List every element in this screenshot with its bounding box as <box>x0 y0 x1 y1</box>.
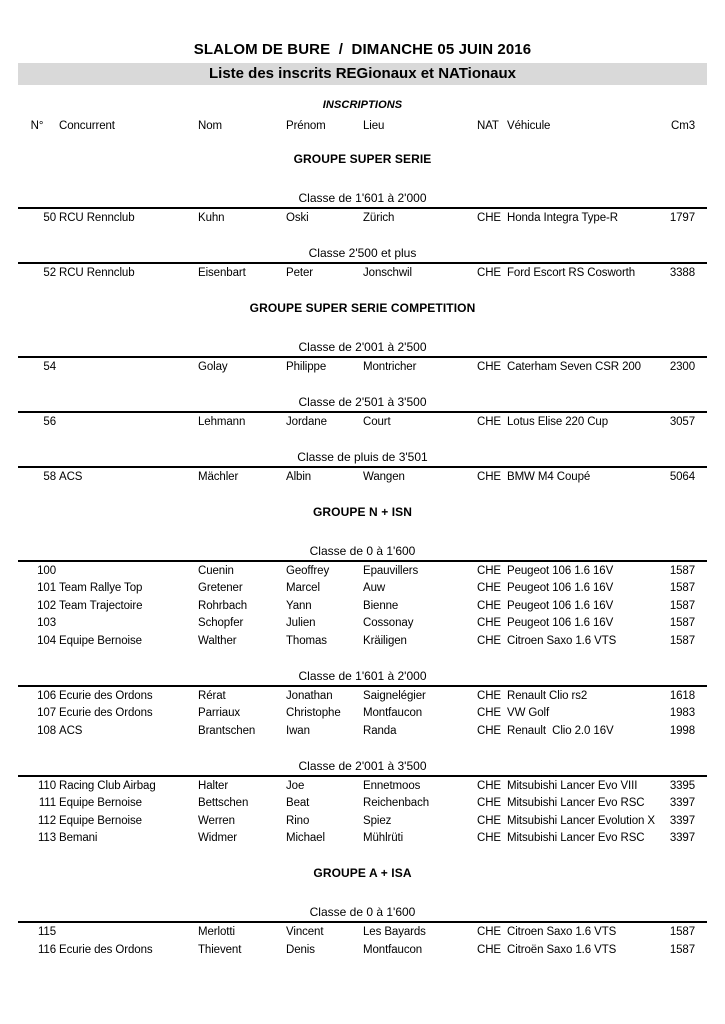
row-prenom: Denis <box>286 943 315 956</box>
row-number: 111 <box>38 797 56 809</box>
row-concurrent: ACS <box>59 470 83 483</box>
row-nom: Halter <box>198 779 229 792</box>
row-nom: Cuenin <box>198 564 234 577</box>
class-block <box>18 543 707 651</box>
table-row <box>18 469 707 487</box>
row-cm3: 1587 <box>669 943 695 956</box>
col-header-lieu: Lieu <box>363 120 385 132</box>
row-number: 113 <box>37 832 56 844</box>
row-nat: CHE <box>477 634 501 647</box>
col-header-nom: Nom <box>198 120 222 132</box>
row-nom: Rérat <box>198 689 226 702</box>
class-block <box>18 394 707 432</box>
row-nom: Mächler <box>198 470 239 483</box>
col-header-concurrent: Concurrent <box>59 120 115 132</box>
row-vehicule: Peugeot 106 1.6 16V <box>507 599 614 612</box>
row-cm3: 2300 <box>669 360 695 373</box>
row-vehicule: Citroën Saxo 1.6 VTS <box>507 943 617 956</box>
row-lieu: Cossonay <box>363 617 414 629</box>
row-prenom: Michael <box>286 832 325 844</box>
rows-container <box>18 207 707 228</box>
row-concurrent: Equipe Bernoise <box>59 634 142 647</box>
row-cm3: 3397 <box>669 814 695 827</box>
table-row <box>18 563 707 581</box>
row-prenom: Jonathan <box>286 689 333 702</box>
row-nom: Kuhn <box>198 211 225 224</box>
table-row <box>18 359 707 377</box>
group-title: GROUPE N + ISN <box>312 504 413 519</box>
row-concurrent: Ecurie des Ordons <box>59 689 153 702</box>
table-row <box>18 924 707 942</box>
table-header-row <box>18 119 707 133</box>
col-header-cm3: Cm3 <box>671 120 695 132</box>
table-row <box>18 705 707 723</box>
row-vehicule: Mitsubishi Lancer Evolution X <box>507 814 655 827</box>
row-vehicule: Mitsubishi Lancer Evo VIII <box>507 779 638 792</box>
row-cm3: 1983 <box>669 707 695 719</box>
row-nat: CHE <box>477 797 501 809</box>
row-lieu: Randa <box>363 724 397 737</box>
row-number: 115 <box>37 926 56 938</box>
class-block <box>18 904 707 959</box>
row-cm3: 1587 <box>669 926 695 938</box>
class-label: Classe de 2'001 à 2'500 <box>298 339 427 354</box>
row-prenom: Philippe <box>286 360 327 373</box>
row-nat: CHE <box>477 832 501 844</box>
row-nom: Parriaux <box>198 707 241 719</box>
row-number: 52 <box>43 266 56 279</box>
row-prenom: Marcel <box>286 582 320 594</box>
row-lieu: Reichenbach <box>363 797 430 809</box>
row-lieu: Zürich <box>363 211 395 224</box>
col-header-nat: NAT <box>477 120 499 132</box>
row-nat: CHE <box>477 724 501 737</box>
group-section <box>18 152 707 283</box>
row-concurrent: Ecurie des Ordons <box>59 707 153 719</box>
row-number: 100 <box>37 564 56 577</box>
row-concurrent: Racing Club Airbag <box>59 779 156 792</box>
row-nom: Thievent <box>198 943 242 956</box>
row-concurrent: Equipe Bernoise <box>59 814 142 827</box>
row-cm3: 1618 <box>669 689 695 702</box>
row-number: 116 <box>37 943 56 956</box>
col-header-prenom: Prénom <box>286 120 326 132</box>
row-cm3: 1587 <box>669 634 695 647</box>
group-title: GROUPE SUPER SERIE <box>293 151 432 166</box>
row-nom: Widmer <box>198 832 238 844</box>
row-number: 107 <box>37 707 56 719</box>
row-lieu: Saignelégier <box>363 689 426 702</box>
row-lieu: Montfaucon <box>363 943 423 956</box>
row-vehicule: Honda Integra Type-R <box>507 211 618 224</box>
row-vehicule: Peugeot 106 1.6 16V <box>507 617 614 629</box>
col-header-num: N° <box>30 120 44 132</box>
group-title: GROUPE A + ISA <box>313 866 412 880</box>
table-row <box>18 830 707 848</box>
row-prenom: Vincent <box>286 926 324 938</box>
class-label: Classe 2'500 et plus <box>308 245 417 260</box>
class-label: Classe de 2'001 à 3'500 <box>298 758 427 773</box>
row-nat: CHE <box>477 360 501 373</box>
class-label: Classe de 1'601 à 2'000 <box>298 190 427 205</box>
row-lieu: Ennetmoos <box>363 779 421 792</box>
row-cm3: 1587 <box>669 564 695 577</box>
row-lieu: Jonschwil <box>363 266 412 279</box>
row-number: 56 <box>43 415 56 428</box>
row-nat: CHE <box>477 582 501 594</box>
row-number: 101 <box>37 582 56 594</box>
row-lieu: Montricher <box>363 360 417 373</box>
row-nom: Schopfer <box>198 617 244 629</box>
class-label: Classe de 0 à 1'600 <box>309 905 416 919</box>
group-section <box>18 866 707 959</box>
row-lieu: Les Bayards <box>363 926 426 938</box>
class-label: Classe de 2'501 à 3'500 <box>298 394 427 409</box>
table-row <box>18 778 707 796</box>
table-row <box>18 265 707 283</box>
table-row <box>18 795 707 813</box>
row-nom: Golay <box>198 360 228 373</box>
row-vehicule: Citroen Saxo 1.6 VTS <box>507 634 617 647</box>
row-vehicule: Mitsubishi Lancer Evo RSC <box>507 797 645 809</box>
row-lieu: Epauvillers <box>363 564 419 577</box>
inscriptions-label: INSCRIPTIONS <box>322 99 403 111</box>
row-nat: CHE <box>477 707 501 719</box>
rows-container <box>18 411 707 432</box>
table-row <box>18 210 707 228</box>
row-lieu: Mühlrüti <box>363 832 404 844</box>
row-nat: CHE <box>477 266 501 279</box>
row-prenom: Albin <box>286 470 312 483</box>
row-concurrent <box>56 359 198 377</box>
class-block <box>18 758 707 848</box>
row-prenom: Jordane <box>286 415 327 428</box>
row-nom: Merlotti <box>198 926 235 938</box>
row-number: 50 <box>43 211 56 224</box>
row-vehicule: Lotus Elise 220 Cup <box>507 415 609 428</box>
classes-container <box>18 339 707 487</box>
row-number: 108 <box>37 724 56 737</box>
table-row <box>18 598 707 616</box>
class-block <box>18 190 707 228</box>
row-cm3: 1587 <box>669 599 695 612</box>
row-concurrent <box>56 414 198 432</box>
row-prenom: Joe <box>286 779 305 792</box>
row-cm3: 3397 <box>669 797 695 809</box>
row-nat: CHE <box>477 926 501 938</box>
row-nat: CHE <box>477 689 501 702</box>
class-label: Classe de 0 à 1'600 <box>309 543 416 558</box>
rows-container <box>18 262 707 283</box>
classes-container <box>18 904 707 959</box>
row-concurrent: Team Rallye Top <box>59 582 143 594</box>
classes-container <box>18 190 707 283</box>
row-cm3: 3395 <box>669 779 695 792</box>
row-prenom: Beat <box>286 797 310 809</box>
subtitle-banner: Liste des inscrits REGionaux et NATionaux <box>18 63 707 85</box>
classes-container <box>18 543 707 848</box>
row-concurrent: RCU Rennclub <box>59 266 135 279</box>
table-row <box>18 580 707 598</box>
row-lieu: Wangen <box>363 470 405 483</box>
class-block <box>18 245 707 283</box>
row-cm3: 1797 <box>669 211 695 224</box>
row-vehicule: Renault Clio rs2 <box>507 689 588 702</box>
row-nat: CHE <box>477 415 501 428</box>
row-vehicule: Mitsubishi Lancer Evo RSC <box>507 832 645 844</box>
row-prenom: Yann <box>286 599 312 612</box>
class-label: Classe de 1'601 à 2'000 <box>298 668 427 683</box>
row-concurrent <box>56 563 198 581</box>
row-number: 102 <box>37 599 56 612</box>
row-nom: Werren <box>198 814 235 827</box>
row-vehicule: Peugeot 106 1.6 16V <box>507 564 614 577</box>
group-section <box>18 301 707 487</box>
row-cm3: 3388 <box>669 266 695 279</box>
table-row <box>18 942 707 960</box>
table-row <box>18 633 707 651</box>
row-lieu: Auw <box>363 582 386 594</box>
rows-container <box>18 466 707 487</box>
rows-container <box>18 921 707 959</box>
row-prenom: Christophe <box>286 707 341 719</box>
table-row <box>18 813 707 831</box>
row-prenom: Iwan <box>286 724 310 737</box>
row-nom: Eisenbart <box>198 266 246 279</box>
class-block <box>18 668 707 741</box>
row-number: 103 <box>37 617 56 629</box>
row-concurrent: Equipe Bernoise <box>59 797 142 809</box>
group-section <box>18 505 707 848</box>
row-lieu: Bienne <box>363 599 399 612</box>
row-prenom: Peter <box>286 266 313 279</box>
table-row <box>18 414 707 432</box>
row-lieu: Kräiligen <box>363 634 407 647</box>
table-row <box>18 615 707 633</box>
row-nom: Bettschen <box>198 797 249 809</box>
row-concurrent: Team Trajectoire <box>59 599 143 612</box>
class-block <box>18 339 707 377</box>
row-lieu: Montfaucon <box>363 707 423 719</box>
row-nom: Lehmann <box>198 415 246 428</box>
row-nat: CHE <box>477 564 501 577</box>
row-vehicule: VW Golf <box>507 707 550 719</box>
row-concurrent: Bemani <box>59 832 98 844</box>
row-nat: CHE <box>477 599 501 612</box>
row-concurrent: Ecurie des Ordons <box>59 943 153 956</box>
row-cm3: 3397 <box>669 832 695 844</box>
rows-container <box>18 775 707 848</box>
rows-container <box>18 560 707 651</box>
rows-container <box>18 685 707 741</box>
row-nat: CHE <box>477 617 501 629</box>
row-prenom: Julien <box>286 617 316 629</box>
row-concurrent: RCU Rennclub <box>59 211 135 224</box>
row-number: 54 <box>43 360 56 373</box>
row-number: 112 <box>37 814 56 827</box>
row-nat: CHE <box>477 779 501 792</box>
row-concurrent: ACS <box>59 724 83 737</box>
row-cm3: 1587 <box>669 617 695 629</box>
group-title: GROUPE SUPER SERIE COMPETITION <box>249 300 476 315</box>
row-number: 106 <box>37 689 56 702</box>
groups-container <box>18 152 707 960</box>
row-cm3: 1998 <box>669 724 695 737</box>
row-concurrent <box>56 924 198 942</box>
row-number: 58 <box>43 470 56 483</box>
row-prenom: Thomas <box>286 634 327 647</box>
row-nom: Brantschen <box>198 724 256 737</box>
row-vehicule: BMW M4 Coupé <box>507 470 591 483</box>
row-prenom: Rino <box>286 814 310 827</box>
row-cm3: 5064 <box>669 470 695 483</box>
table-row <box>18 688 707 706</box>
class-label: Classe de pluis de 3'501 <box>297 449 428 464</box>
row-nom: Rohrbach <box>198 599 248 612</box>
row-prenom: Geoffrey <box>286 564 330 577</box>
row-nat: CHE <box>477 211 501 224</box>
col-header-vehicule: Véhicule <box>507 120 551 132</box>
row-vehicule: Caterham Seven CSR 200 <box>507 360 641 373</box>
row-vehicule: Peugeot 106 1.6 16V <box>507 582 614 594</box>
row-nom: Gretener <box>198 582 243 594</box>
table-row <box>18 723 707 741</box>
rows-container <box>18 356 707 377</box>
row-nat: CHE <box>477 943 501 956</box>
row-nat: CHE <box>477 814 501 827</box>
row-cm3: 1587 <box>669 582 695 594</box>
class-block <box>18 449 707 487</box>
row-number: 104 <box>37 634 56 647</box>
row-vehicule: Renault Clio 2.0 16V <box>507 724 614 737</box>
row-prenom: Oski <box>286 211 309 224</box>
row-cm3: 3057 <box>669 415 695 428</box>
row-number: 110 <box>37 779 56 792</box>
row-vehicule: Citroen Saxo 1.6 VTS <box>507 926 617 938</box>
row-lieu: Spiez <box>363 814 392 827</box>
row-vehicule: Ford Escort RS Cosworth <box>507 266 636 279</box>
row-nat: CHE <box>477 470 501 483</box>
row-concurrent <box>56 615 198 633</box>
page-title: SLALOM DE BURE / DIMANCHE 05 JUIN 2016 <box>193 41 532 58</box>
row-lieu: Court <box>363 415 391 428</box>
row-nom: Walther <box>198 634 237 647</box>
